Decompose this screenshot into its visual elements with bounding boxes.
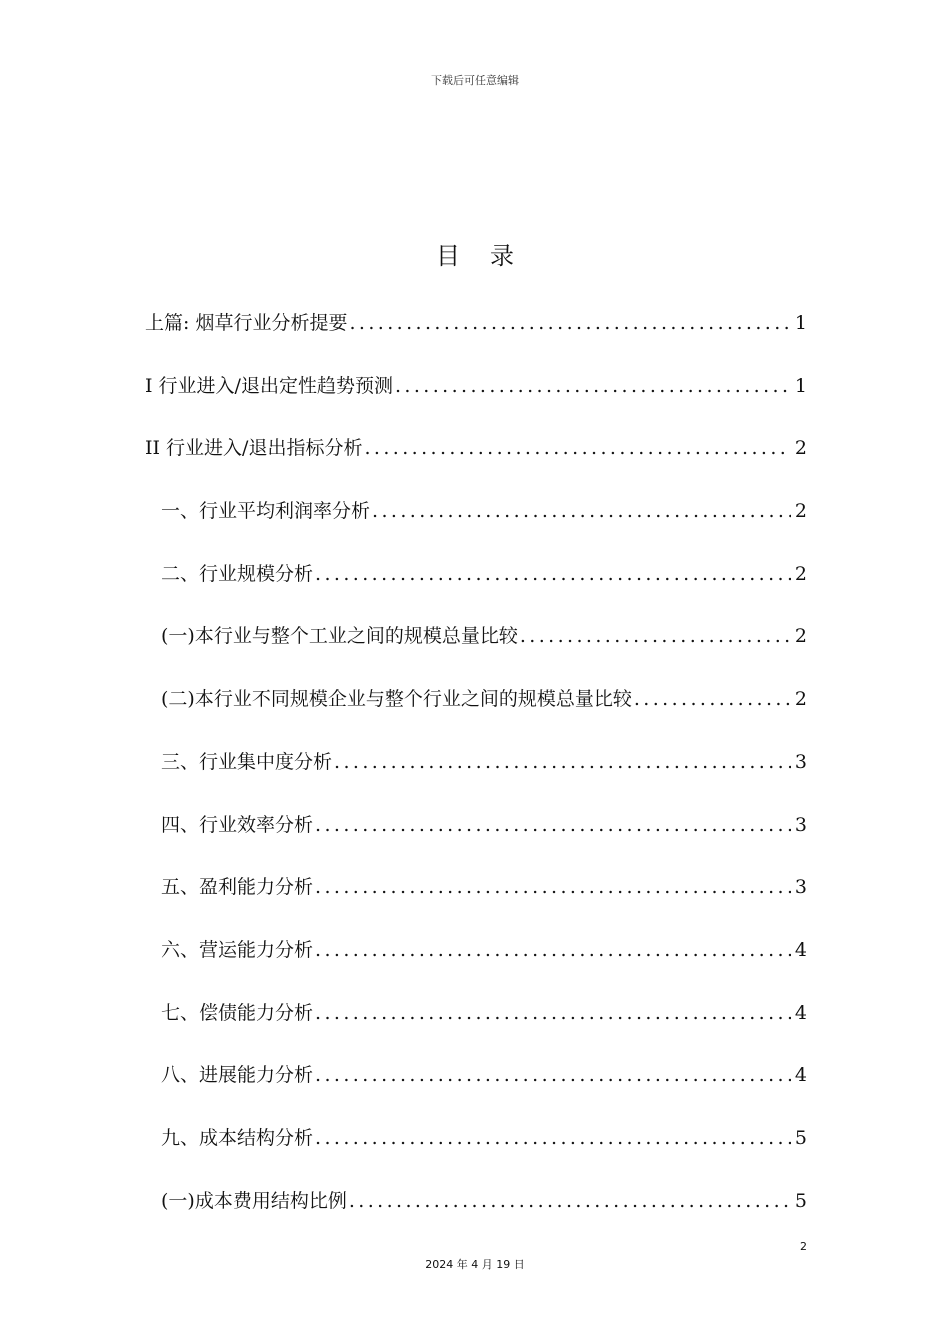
toc-entry[interactable] bbox=[145, 496, 807, 559]
toc-entry[interactable] bbox=[145, 433, 807, 496]
toc-entry[interactable] bbox=[145, 1123, 807, 1186]
toc-entry-page: 4 bbox=[794, 1001, 807, 1024]
toc-entry-page: 2 bbox=[794, 688, 807, 711]
toc-entry-label: 六、营运能力分析 bbox=[161, 938, 314, 961]
toc-entry-label: 四、行业效率分析 bbox=[161, 813, 314, 836]
header-note: 下载后可任意编辑 bbox=[431, 74, 519, 87]
toc-entry-page: 3 bbox=[794, 876, 807, 899]
toc-entry-label: 一、行业平均利润率分析 bbox=[161, 500, 371, 523]
toc-entry-page: 3 bbox=[794, 813, 807, 836]
toc-leader-dots bbox=[315, 1064, 791, 1086]
toc-entry-page: 4 bbox=[794, 1064, 807, 1087]
toc-leader-dots bbox=[395, 375, 791, 397]
toc-entry[interactable] bbox=[145, 935, 807, 998]
toc-leader-dots bbox=[349, 312, 790, 334]
page-number: 2 bbox=[800, 1240, 807, 1253]
toc-leader-dots bbox=[520, 625, 791, 647]
toc-leader-dots bbox=[315, 1002, 791, 1024]
toc-leader-dots bbox=[315, 876, 791, 898]
toc-entry-label: (一)成本费用结构比例 bbox=[161, 1189, 347, 1212]
toc-leader-dots bbox=[372, 500, 791, 522]
toc-entry-page: 5 bbox=[794, 1189, 807, 1212]
toc-entry-label: I 行业进入/退出定性趋势预测 bbox=[145, 374, 393, 397]
toc-entry[interactable] bbox=[145, 872, 807, 935]
toc-entry-page: 5 bbox=[794, 1126, 807, 1149]
toc-entry[interactable] bbox=[145, 684, 807, 747]
toc-entry[interactable] bbox=[145, 371, 807, 434]
toc-entry-page: 2 bbox=[794, 562, 807, 585]
toc-entry-label: II 行业进入/退出指标分析 bbox=[145, 437, 363, 460]
toc-entry[interactable] bbox=[145, 621, 807, 684]
toc-entry[interactable] bbox=[145, 559, 807, 622]
toc-entry-label: 三、行业集中度分析 bbox=[161, 750, 333, 773]
toc-leader-dots bbox=[315, 1127, 791, 1149]
toc-entry-label: 八、进展能力分析 bbox=[161, 1064, 314, 1087]
toc-leader-dots bbox=[315, 563, 791, 585]
toc-title: 目录 bbox=[436, 242, 544, 270]
toc-entry[interactable] bbox=[145, 1060, 807, 1123]
toc-entry-page: 3 bbox=[794, 750, 807, 773]
toc-entry-label: (一)本行业与整个工业之间的规模总量比较 bbox=[161, 625, 518, 648]
toc-entry[interactable] bbox=[145, 1186, 807, 1249]
toc-leader-dots bbox=[334, 751, 791, 773]
toc-leader-dots bbox=[364, 437, 790, 459]
toc-leader-dots bbox=[315, 814, 791, 836]
toc-entry-page: 4 bbox=[794, 938, 807, 961]
toc-entry-page: 2 bbox=[794, 625, 807, 648]
footer-date: 2024 年 4 月 19 日 bbox=[425, 1258, 525, 1271]
toc-entry-label: 九、成本结构分析 bbox=[161, 1126, 314, 1149]
toc-entry-page: 1 bbox=[794, 312, 807, 334]
toc-entry-label: 二、行业规模分析 bbox=[161, 562, 314, 585]
toc-leader-dots bbox=[634, 688, 791, 710]
toc-entry-label: 上篇: 烟草行业分析提要 bbox=[145, 312, 348, 334]
toc-entry-label: (二)本行业不同规模企业与整个行业之间的规模总量比较 bbox=[161, 688, 632, 711]
toc-leader-dots bbox=[315, 939, 791, 961]
toc-entry-page: 1 bbox=[794, 374, 807, 397]
toc-entry[interactable] bbox=[145, 747, 807, 810]
toc-entry-page: 2 bbox=[794, 500, 807, 523]
toc-entry[interactable] bbox=[145, 308, 807, 371]
toc-entry-label: 七、偿债能力分析 bbox=[161, 1001, 314, 1024]
toc-leader-dots bbox=[349, 1190, 791, 1212]
toc-entry-label: 五、盈利能力分析 bbox=[161, 876, 314, 899]
table-of-contents bbox=[145, 308, 807, 1248]
toc-entry[interactable] bbox=[145, 998, 807, 1061]
toc-entry[interactable] bbox=[145, 810, 807, 873]
toc-entry-page: 2 bbox=[794, 437, 807, 460]
